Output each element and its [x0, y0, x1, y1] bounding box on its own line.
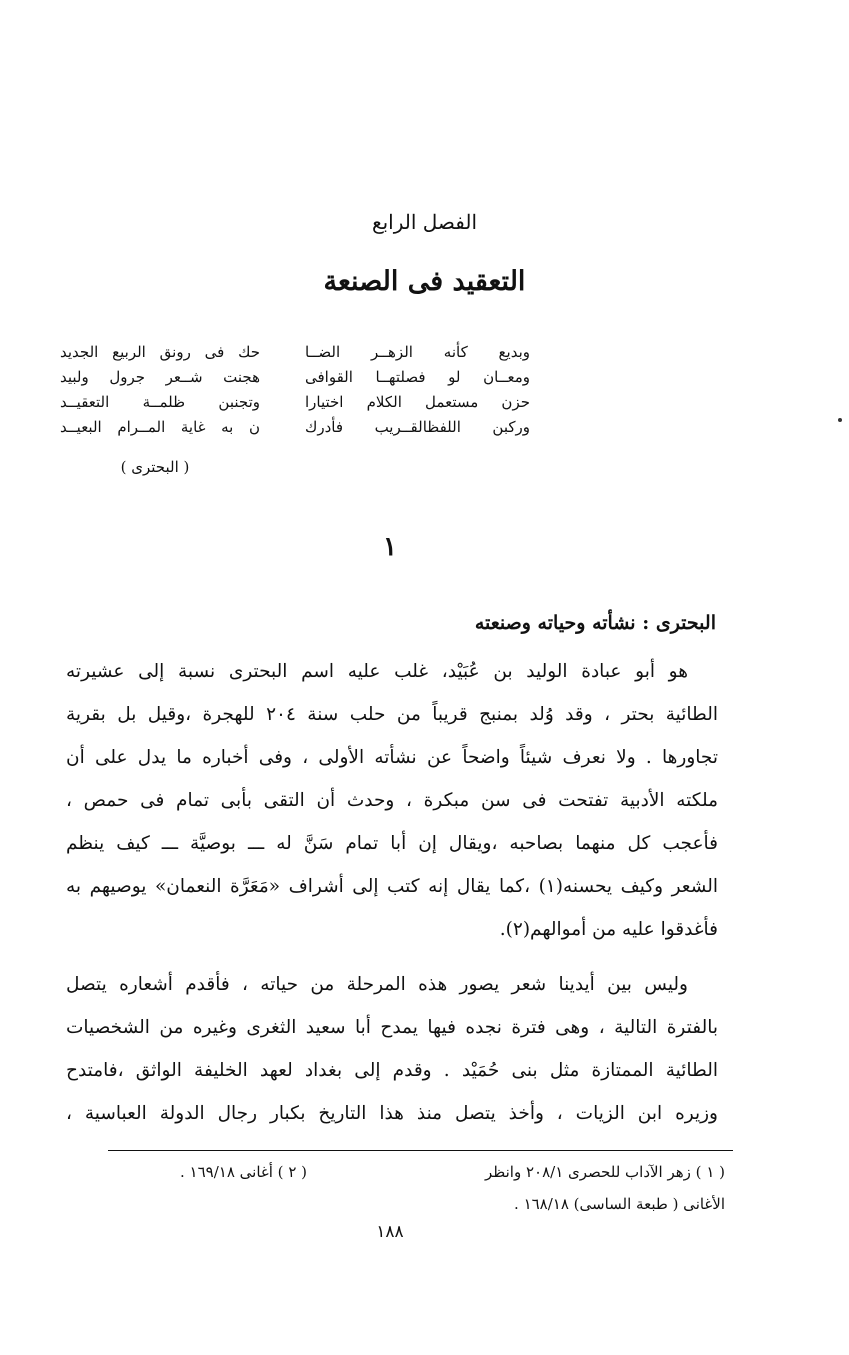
hemistich-first: وبديع كأنه الزهــر الضــا	[305, 343, 530, 361]
body-line: الشعر وكيف يحسنه(١) ،كما يقال إنه كتب إلى أشراف «مَعَرَّة النعمان» يوصيهم به	[66, 876, 718, 897]
body-line: وزيره ابن الزيات ، وأخذ يتصل منذ هذا التاريخ بكبار رجال الدولة العباسية ،	[66, 1103, 718, 1124]
footnote-1: ( ١ ) زهر الآداب للحصرى ٢٠٨/١ وانظر	[485, 1163, 725, 1181]
hemistich-second: حك فى رونق الربيع الجديد	[60, 343, 260, 361]
footnotes	[180, 1156, 725, 1220]
body-line: بالفترة التالية ، وهى فترة نجده فيها يمدح أبا سعيد الثغرى وغيره من الشخصيات	[66, 1017, 718, 1038]
body-line: ملكته الأدبية تفتحت فى سن مبكرة ، وحدث أن التقى بأبى تمام فى حمص ،	[66, 790, 718, 811]
body-line: وليس بين أيدينا شعر يصور هذه المرحلة من حياته ، فأقدم أشعاره يتصل	[66, 974, 688, 995]
body-line: الطائية الممتازة مثل بنى حُمَيْد . وقدم إلى بغداد لعهد الخليفة الواثق ،فامتدح	[66, 1060, 718, 1081]
hemistich-first: حزن مستعمل الكلام اختيارا	[305, 393, 530, 411]
footnote-divider	[108, 1150, 733, 1151]
chapter-title: التعقيد فى الصنعة	[323, 266, 526, 297]
footnote-2: ( ٢ ) أغانى ١٦٩/١٨ .	[180, 1163, 307, 1181]
hemistich-second: ن به غاية المــرام البعيــد	[60, 418, 260, 436]
section-number: ١	[383, 532, 397, 562]
hemistich-second: وتجنبن ظلمــة التعقيــد	[60, 393, 260, 411]
poem-verse	[60, 365, 530, 390]
body-line: هو أبو عبادة الوليد بن عُبَيْد، غلب عليه اسم البحترى نسبة إلى عشيرته	[66, 661, 688, 682]
margin-speck	[838, 418, 842, 422]
hemistich-first: وركبن اللفظالقــريب فأدرك	[305, 418, 530, 436]
chapter-label: الفصل الرابع	[371, 210, 478, 234]
hemistich-first: ومعــان لو فصلتهــا القوافى	[305, 368, 530, 386]
section-heading: البحترى : نشأته وحياته وصنعته	[474, 612, 716, 634]
body-line: تجاورها . ولا نعرف شيئاً واضحاً عن نشأته الأولى ، وفى أخباره ما يدل على أن	[66, 747, 718, 768]
poem-attribution: ( البحترى )	[120, 458, 190, 476]
body-line: الطائية بحتر ، وقد وُلد بمنبج قريباً من حلب سنة ٢٠٤ للهجرة ،وقيل بل بقرية	[66, 704, 718, 725]
poem-verse	[60, 340, 530, 365]
body-line: فأغدقوا عليه من أموالهم(٢).	[499, 919, 718, 940]
body-paragraph-1	[66, 650, 718, 951]
footnote-1-continuation: الأغانى ( طبعة الساسى) ١٦٨/١٨ .	[514, 1195, 725, 1213]
page-number: ١٨٨	[376, 1222, 404, 1242]
epigraph-poem	[60, 340, 530, 440]
hemistich-second: هجنت شــعر جرول ولبيد	[60, 368, 260, 386]
body-paragraph-2	[66, 963, 718, 1135]
footnote-row	[180, 1156, 725, 1188]
poem-verse	[60, 415, 530, 440]
body-line: فأعجب كل منهما بصاحبه ،ويقال إن أبا تمام سَنَّ له ـــ بوصيَّة ـــ كيف ينظم	[66, 833, 718, 854]
poem-verse	[60, 390, 530, 415]
